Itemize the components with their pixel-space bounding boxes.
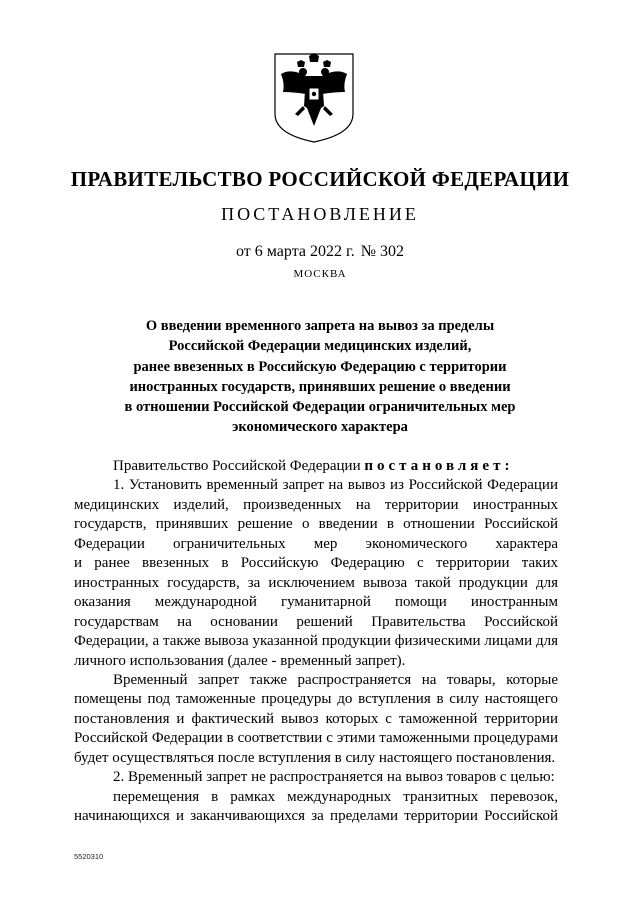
body-line: личного использования (далее - временный запрет). [74, 652, 406, 669]
document-city: МОСКВА [293, 268, 347, 280]
subject-line: иностранных государств, принявших решение о введении [129, 378, 511, 395]
body-line: будет осуществляться после вступления в силу настоящего постановления. [74, 749, 556, 766]
document-body [74, 457, 558, 827]
subject-line: О введении временного запрета на вывоз за пределы [145, 318, 495, 334]
subject-line: экономического характера [232, 419, 408, 436]
body-line: Временный запрет также распространяется на товары, которые [113, 671, 558, 688]
coat-of-arms-icon [273, 48, 355, 144]
body-line: иностранных государств, за исключением вывоза такой продукции для [74, 574, 558, 591]
body-line: оказания международной гуманитарной помощи иностранным [74, 594, 558, 611]
body-line: начинающихся и заканчивающихся за пределами территории Российской [74, 808, 558, 825]
subject-line: в отношении Российской Федерации ограничительных мер [124, 399, 516, 416]
body-line: медицинских изделий, произведенных на территории иностранных [74, 496, 558, 513]
document-date: от 6 марта 2022 г. [236, 243, 355, 260]
body-lines [74, 476, 558, 826]
body-line: перемещения в рамках международных транзитных перевозок, [113, 788, 558, 805]
body-line: Федерации ограничительных мер экономического характера [74, 535, 558, 552]
subject-line: Российской Федерации медицинских изделий, [168, 338, 472, 355]
intro-prefix: Правительство Российской Федерации [113, 458, 365, 474]
document-date-line [0, 243, 640, 261]
document-subject [60, 316, 580, 438]
body-line: Федерации, а также вывоза указанной продукции физическими лицами для [74, 633, 558, 650]
body-line: и ранее ввезенных в Российскую Федерацию с территории таких [74, 555, 558, 572]
body-line: государств, принявших решение о введении в отношении Российской [74, 516, 558, 533]
intro-line [74, 457, 558, 476]
body-line: постановления и фактический вывоз которых с таможенной территории [74, 710, 558, 727]
body-line: 1. Установить временный запрет на вывоз из Российской Федерации [113, 477, 558, 494]
footer-code: 5520310 [74, 852, 104, 861]
document-type: ПОСТАНОВЛЕНИЕ [221, 204, 419, 224]
body-line: помещены под таможенные процедуры до вступления в силу настоящего [74, 691, 558, 708]
body-line: Российской Федерации в соответствии с этими таможенными процедурами [74, 730, 558, 747]
document-number: № 302 [360, 243, 404, 260]
body-line: 2. Временный запрет не распространяется на вывоз товаров с целью: [113, 769, 555, 786]
government-title: ПРАВИТЕЛЬСТВО РОССИЙСКОЙ ФЕДЕРАЦИИ [70, 167, 570, 191]
body-line: государствам на основании решений Правительства Российской [74, 613, 558, 630]
subject-line: ранее ввезенных в Российскую Федерацию с территории [133, 358, 507, 375]
intro-emphasis: постановляет: [364, 458, 514, 474]
